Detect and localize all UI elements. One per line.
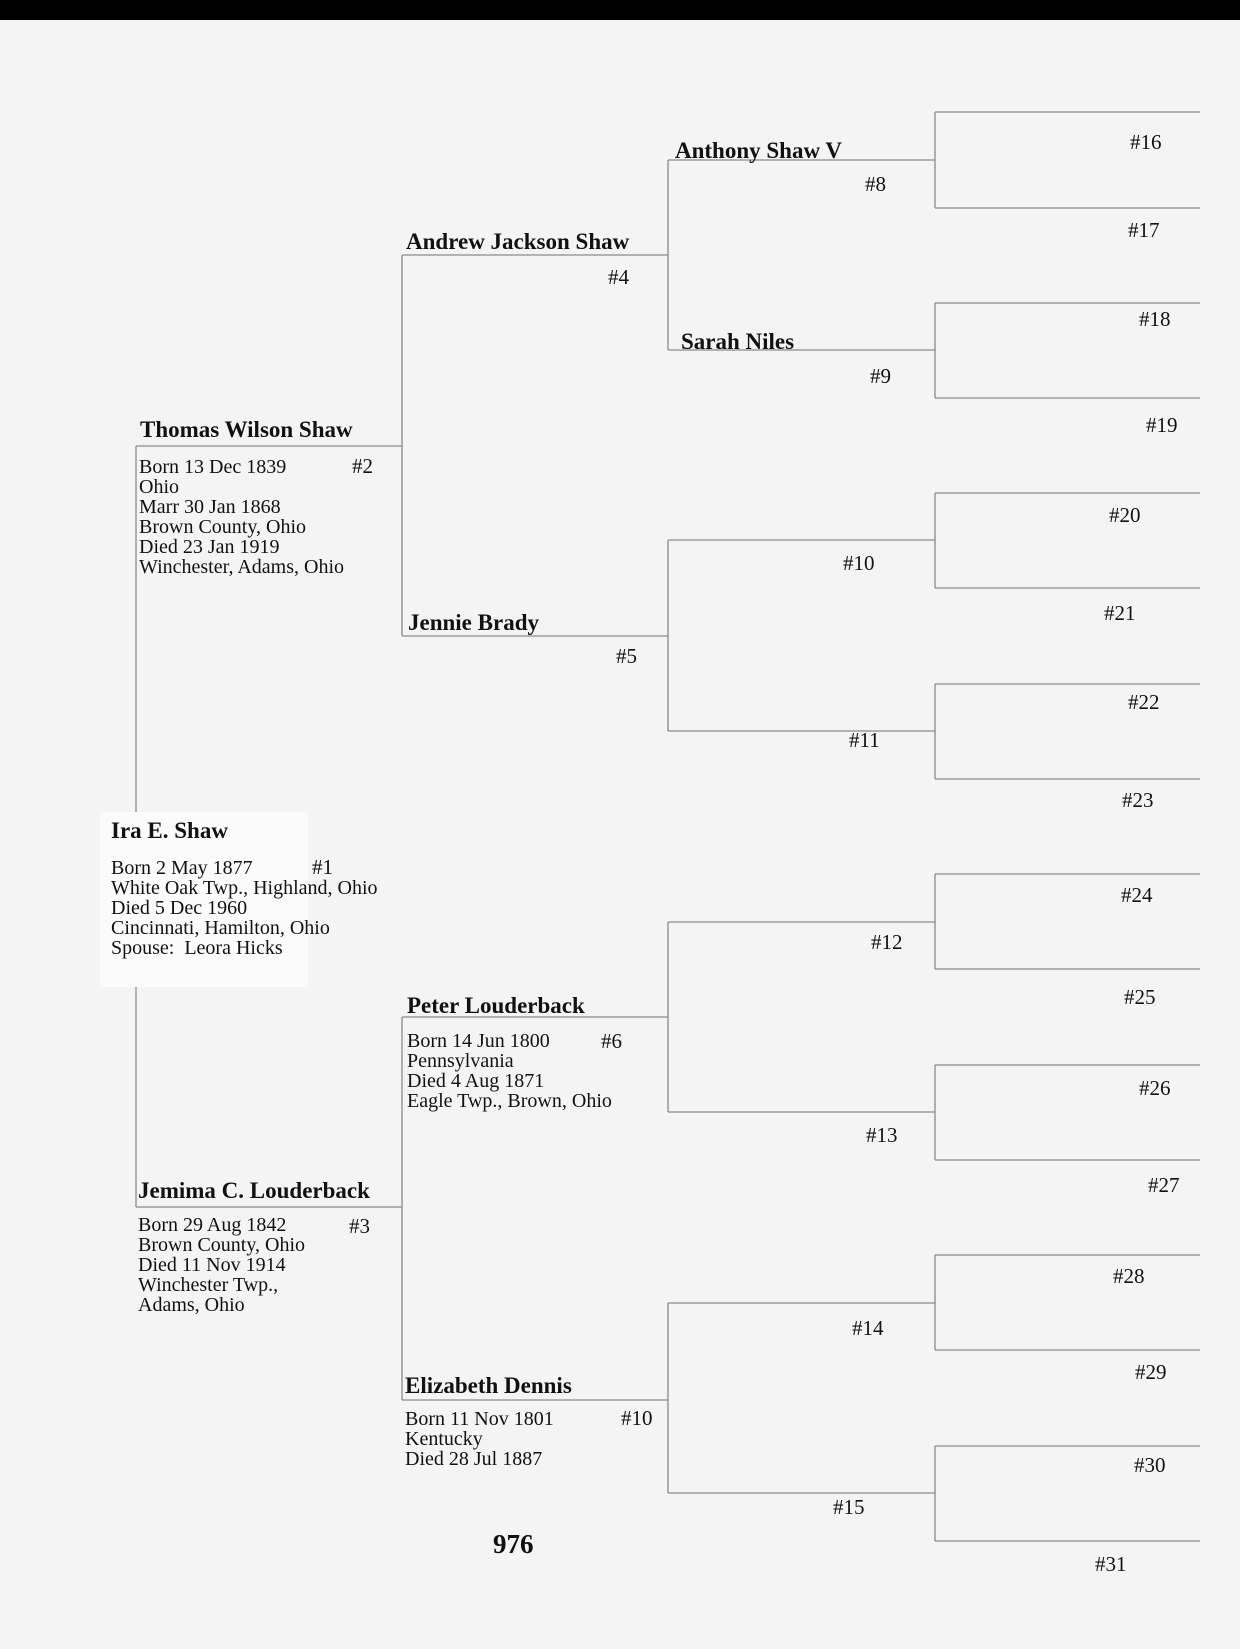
person-3-name: Jemima C. Louderback: [138, 1178, 370, 1203]
person-3-details: Born 29 Aug 1842 Brown County, Ohio Died 11 Nov 1914 Winchester Twp., Adams, Ohio: [138, 1214, 306, 1316]
person-21-number: #21: [1104, 601, 1136, 625]
person-9-number: #9: [870, 364, 891, 388]
person-5-name: Jennie Brady: [408, 610, 539, 635]
person-19-number: #19: [1146, 413, 1178, 437]
person-8-number: #8: [865, 172, 886, 196]
person-30-number: #30: [1134, 1453, 1166, 1477]
person-11-number: #11: [849, 728, 880, 752]
person-23-number: #23: [1122, 788, 1154, 812]
person-5-number: #5: [616, 644, 637, 668]
person-15-number: #15: [833, 1495, 865, 1519]
person-20-number: #20: [1109, 503, 1141, 527]
person-29-number: #29: [1135, 1360, 1167, 1384]
person-25-number: #25: [1124, 985, 1156, 1009]
person-7-number: #10: [621, 1406, 653, 1430]
page-number: 976: [493, 1529, 534, 1559]
person-7-details: Born 11 Nov 1801 Kentucky Died 28 Jul 1887: [405, 1408, 554, 1470]
person-14-number: #14: [852, 1316, 884, 1340]
person-26-number: #26: [1139, 1076, 1171, 1100]
person-2-number: #2: [352, 454, 373, 478]
person-1-number: #1: [312, 855, 333, 879]
person-9-name: Sarah Niles: [681, 329, 795, 354]
person-17-number: #17: [1128, 218, 1160, 242]
person-12-number: #12: [871, 930, 903, 954]
person-6-details: Born 14 Jun 1800 Pennsylvania Died 4 Aug 1871 Eagle Twp., Brown, Ohio: [407, 1030, 612, 1112]
person-7-name: Elizabeth Dennis: [405, 1373, 572, 1398]
person-3-number: #3: [349, 1214, 370, 1238]
person-28-number: #28: [1113, 1264, 1145, 1288]
person-18-number: #18: [1139, 307, 1171, 331]
person-2-details: Born 13 Dec 1839 Ohio Marr 30 Jan 1868 Brown County, Ohio Died 23 Jan 1919 Winchester, Adams, Ohio: [139, 456, 345, 578]
person-1-details: Born 2 May 1877 White Oak Twp., Highland, Ohio Died 5 Dec 1960 Cincinnati, Hamilton, Ohio Spouse: Leora Hicks: [111, 857, 378, 959]
person-10-number: #10: [843, 551, 875, 575]
person-2-name: Thomas Wilson Shaw: [140, 417, 353, 442]
person-22-number: #22: [1128, 690, 1160, 714]
person-16-number: #16: [1130, 130, 1162, 154]
person-27-number: #27: [1148, 1173, 1180, 1197]
person-4-name: Andrew Jackson Shaw: [406, 229, 630, 254]
person-4-number: #4: [608, 265, 629, 289]
person-31-number: #31: [1095, 1552, 1127, 1576]
person-13-number: #13: [866, 1123, 898, 1147]
person-6-number: #6: [601, 1029, 622, 1053]
person-8-name: Anthony Shaw V: [675, 138, 843, 163]
person-6-name: Peter Louderback: [407, 993, 585, 1018]
person-1-name: Ira E. Shaw: [111, 818, 228, 843]
person-24-number: #24: [1121, 883, 1153, 907]
